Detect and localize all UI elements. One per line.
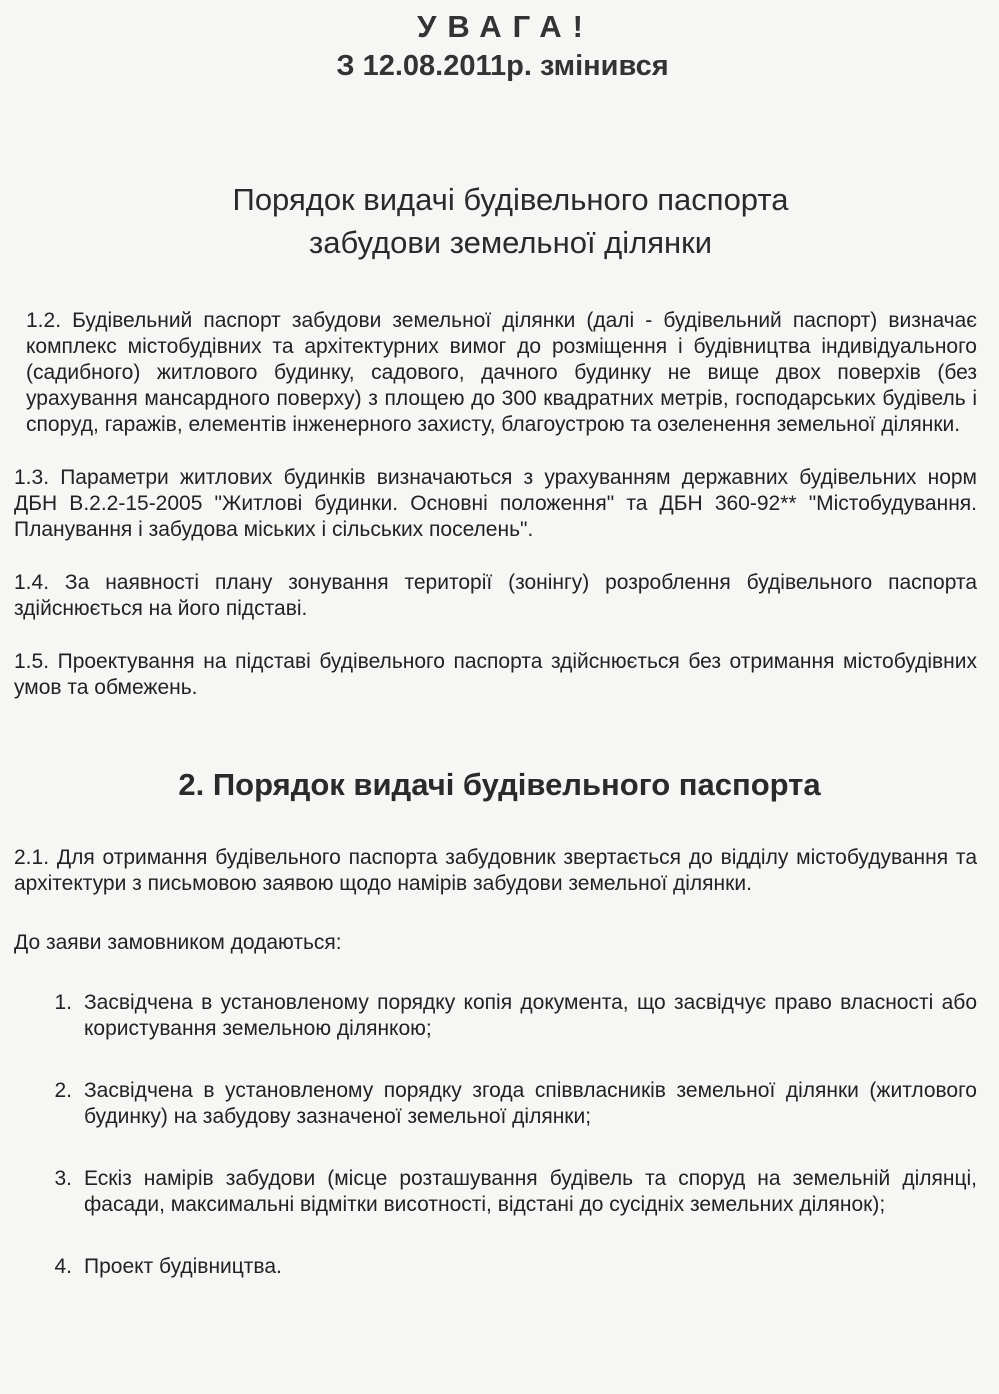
list-item [14, 1254, 977, 1280]
changed-date-heading: З 12.08.2011р. змінився [336, 50, 669, 82]
notice-heading: УВАГА! [417, 9, 594, 44]
list-item-number: 3. [54, 1167, 72, 1190]
document-title [14, 178, 977, 264]
document-title-line-2: забудови земельної ділянки [308, 225, 713, 260]
list-item [14, 1078, 977, 1130]
section-2-title: 2. Порядок видачі будівельного паспорта [178, 767, 821, 802]
attachments-intro: До заяви замовником додаються: [14, 931, 342, 954]
list-item-number: 4. [54, 1255, 72, 1278]
paragraph-1-2: 1.2. Будівельний паспорт забудови земельної ділянки (далі - будівельний паспорт) визначає комплекс містобудівних та архітектурних вимог до розміщення і будівництва індивідуального (садибного) житлового будинку, садового, дачного будинку не вище двох поверхів (без урахування мансардного поверху) з площею до 300 квадратних метрів, господарських будівель і споруд, гаражів, елементів інженерного захисту, благоустрою та озеленення земельної ділянки. [26, 309, 977, 436]
list-item-number: 2. [54, 1079, 72, 1102]
list-item-text: Проект будівництва. [84, 1255, 282, 1278]
list-item-text: Засвідчена в установленому порядку згода співвласників земельної ділянки (житлового будинку) на забудову зазначеної земельної ділянки; [84, 1079, 977, 1128]
paragraph-2-1: 2.1. Для отримання будівельного паспорта забудовник звертається до відділу містобудування та архітектури з письмовою заявою щодо намірів забудови земельної ділянки. [14, 846, 977, 895]
paragraph-1-4: 1.4. За наявності плану зонування території (зонінгу) розроблення будівельного паспорта здійснюється на його підставі. [14, 571, 977, 620]
paragraph-1-3: 1.3. Параметри житлових будинків визначаються з урахуванням державних будівельних норм ДБН В.2.2-15-2005 "Житлові будинки. Основні положення" та ДБН 360-92** "Містобудування. Планування і забудова міських і сільських поселень". [14, 466, 977, 541]
list-item-text: Засвідчена в установленому порядку копія документа, що засвідчує право власності або користування земельною ділянкою; [84, 991, 977, 1040]
document-title-line-1: Порядок видачі будівельного паспорта [232, 182, 789, 217]
paragraph-1-5: 1.5. Проектування на підставі будівельного паспорта здійснюється без отримання містобудівних умов та обмежень. [14, 650, 977, 699]
list-item [14, 990, 977, 1042]
list-item [14, 1166, 977, 1218]
list-item-number: 1. [54, 991, 72, 1014]
list-item-text: Ескіз намірів забудови (місце розташування будівель та споруд на земельній ділянці, фасади, максимальні відмітки висотності, відстані до сусідніх земельних ділянок); [84, 1167, 977, 1216]
attachments-list [14, 990, 977, 1280]
